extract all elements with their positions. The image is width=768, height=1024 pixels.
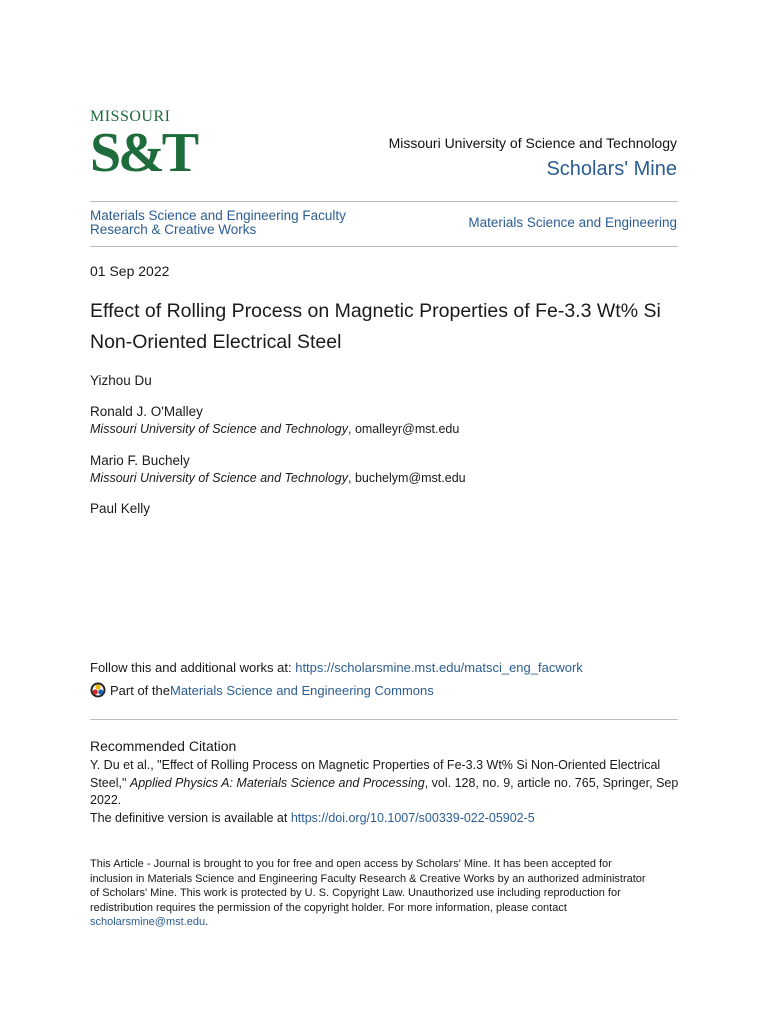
author-name: Yizhou Du bbox=[90, 373, 152, 388]
follow-line bbox=[90, 660, 583, 675]
university-name: Missouri University of Science and Technology bbox=[388, 135, 677, 151]
author-affiliation bbox=[90, 422, 459, 436]
affiliation-name: Missouri University of Science and Technology bbox=[90, 471, 348, 485]
citation-line-3: 2022. bbox=[90, 793, 122, 807]
notice-line-1: This Article - Journal is brought to you for free and open access by Scholars' Mine. It has been accepted for bbox=[90, 858, 612, 870]
notice-line-4: redistribution requires the permission of the copyright holder. For more information, please contact bbox=[90, 901, 567, 914]
author-name: Paul Kelly bbox=[90, 501, 151, 516]
author-email: , omalleyr@mst.edu bbox=[348, 422, 460, 436]
page-title bbox=[90, 296, 690, 358]
contact-email-link[interactable]: scholarsmine@mst.edu bbox=[90, 916, 206, 929]
collection-line-2: Research & Creative Works bbox=[90, 222, 257, 237]
part-of-label: Part of the bbox=[110, 682, 170, 698]
citation-body bbox=[90, 757, 680, 827]
author-name: Mario F. Buchely bbox=[90, 453, 190, 468]
publication-date: 01 Sep 2022 bbox=[90, 263, 170, 279]
citation-line-2-pre: Steel," bbox=[90, 775, 130, 790]
divider bbox=[90, 201, 678, 202]
journal-name: Applied Physics A: Materials Science and Processing bbox=[129, 775, 425, 790]
collection-url-link[interactable]: https://scholarsmine.mst.edu/matsci_eng_facwork bbox=[295, 660, 583, 675]
title-line-1: Effect of Rolling Process on Magnetic Properties of Fe-3.3 Wt% Si bbox=[90, 300, 661, 322]
logo-monogram: S&T bbox=[90, 122, 197, 184]
access-notice bbox=[90, 857, 670, 930]
author-name: Ronald J. O'Malley bbox=[90, 404, 203, 419]
logo-top-text: MISSOURI bbox=[90, 108, 171, 125]
collection-link[interactable] bbox=[90, 209, 380, 237]
notice-line-2: inclusion in Materials Science and Engineering Faculty Research & Creative Works by an authorized administrator bbox=[90, 872, 646, 885]
divider bbox=[90, 246, 678, 247]
department-link[interactable]: Materials Science and Engineering bbox=[468, 215, 677, 230]
doi-link[interactable]: https://doi.org/10.1007/s00339-022-05902-5 bbox=[290, 810, 535, 825]
divider bbox=[90, 719, 678, 720]
collection-line-1: Materials Science and Engineering Faculty bbox=[90, 208, 346, 223]
author-email: , buchelym@mst.edu bbox=[348, 471, 466, 485]
citation-line-2-post: , vol. 128, no. 9, article no. 765, Springer, Sep bbox=[424, 775, 679, 790]
citation-line-1: Y. Du et al., "Effect of Rolling Process on Magnetic Properties of Fe-3.3 Wt% Si Non-Oriented Electrical bbox=[90, 758, 661, 772]
citation-heading: Recommended Citation bbox=[90, 738, 237, 754]
title-line-2: Non-Oriented Electrical Steel bbox=[90, 331, 342, 353]
author-affiliation bbox=[90, 471, 466, 485]
notice-line-3: of Scholars' Mine. This work is protected by U. S. Copyright Law. Unauthorized use including reproduction for bbox=[90, 887, 621, 900]
follow-label: Follow this and additional works at: bbox=[90, 660, 296, 675]
definitive-label: The definitive version is available at bbox=[90, 810, 291, 825]
commons-link[interactable]: Materials Science and Engineering Commons bbox=[169, 682, 434, 698]
scholars-mine-link[interactable]: Scholars' Mine bbox=[546, 158, 677, 180]
notice-end: . bbox=[205, 916, 209, 929]
university-logo bbox=[90, 108, 197, 184]
affiliation-name: Missouri University of Science and Technology bbox=[90, 422, 348, 436]
open-access-icon bbox=[90, 682, 106, 698]
part-of-line bbox=[90, 682, 434, 698]
